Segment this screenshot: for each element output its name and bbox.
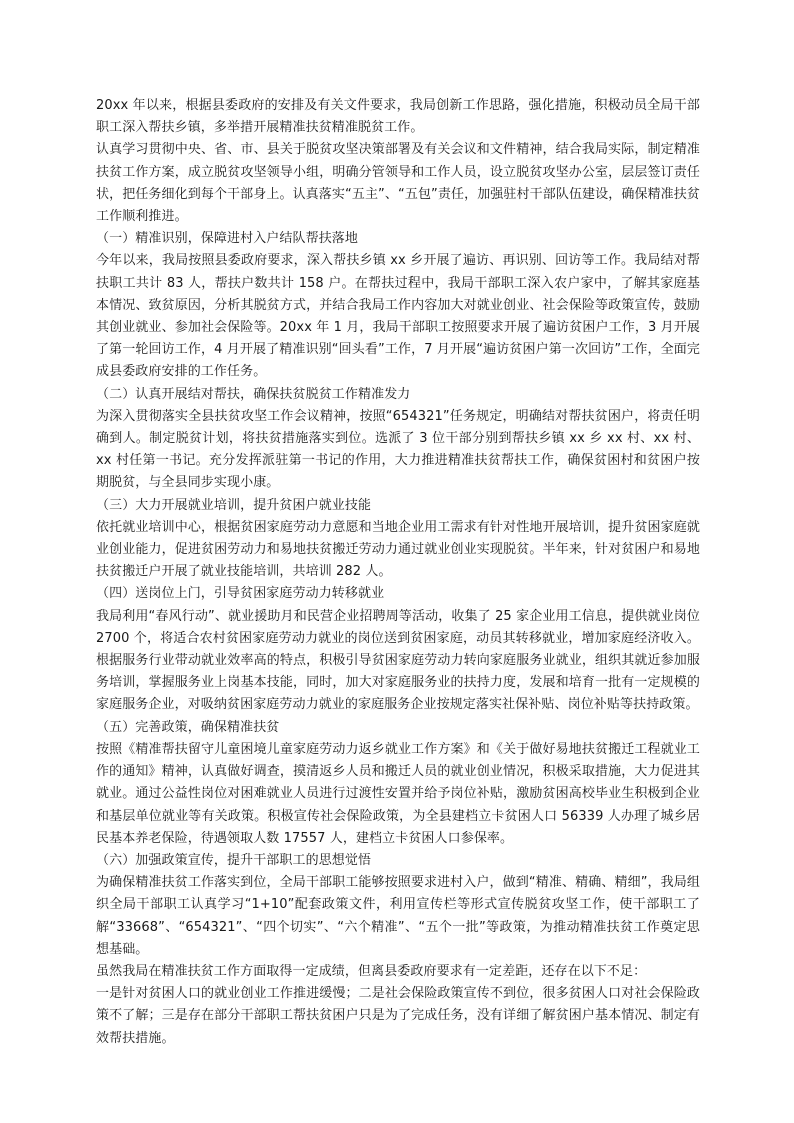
paragraph-section-6: 为确保精准扶贫工作落实到位，全局干部职工能够按照要求进村入户，做到“精准、精确、精细”，我局组织全局干部职工认真学习“1+10”配套政策文件，利用宣传栏等形式宣传脱贫攻坚工作，使干部职工了解“33668”、“654321”、“四个切实”、“六个精准”、“五个一批”等政策，为推动精准扶贫工作奠定思想基础。 — [96, 875, 700, 957]
paragraph-section-1: 今年以来，我局按照县委政府要求，深入帮扶乡镇 xx 乡开展了遍访、再识别、回访等工作。我局结对帮扶职工共计 83 人，帮扶户数共计 158 户。在帮扶过程中，我局干部职工深入农户家中，了解其家庭基本情况、致贫原因，分析其脱贫方式，并结合我局工作内容加大对就业创业、社会保险等政策宣传，鼓励其创业就业、参加社会保险等。20xx 年 1 月，我局干部职工按照要求开展了遍访贫困户工作，3 月开展了第一轮回访工作，4 月开展了精准识别“回头看”工作，7 月开展“遍访贫困户第一次回访”工作，全面完成县委政府安排的工作任务。 — [96, 253, 700, 380]
section-heading-6: （六）加强政策宣传，提升干部职工的思想觉悟 — [96, 852, 372, 868]
section-heading-4: （四）送岗位上门，引导贫困家庭劳动力转移就业 — [96, 586, 385, 602]
section-heading-2: （二）认真开展结对帮扶，确保扶贫脱贫工作精准发力 — [96, 386, 411, 402]
paragraph-section-5: 按照《精准帮扶留守儿童困境儿童家庭劳动力返乡就业工作方案》和《关于做好易地扶贫搬迁工程就业工作的通知》精神，认真做好调查，摸清返乡人员和搬迁人员的就业创业情况，积极采取措施，大力促进其就业。通过公益性岗位对困难就业人员进行过渡性安置并给予岗位补贴，激励贫困高校毕业生积极到企业和基层单位就业等有关政策。积极宣传社会保险政策，为全县建档立卡贫困人口 56339 人办理了城乡居民基本养老保险，待遇领取人数 17557 人，建档立卡贫困人口参保率。 — [96, 741, 700, 846]
document-body — [96, 95, 700, 1050]
paragraph-section-2: 为深入贯彻落实全县扶贫攻坚工作会议精神，按照“654321”任务规定，明确结对帮扶贫困户，将责任明确到人。制定脱贫计划，将扶贫措施落实到位。选派了 3 位干部分别到帮扶乡镇 xx 乡 xx 村、xx 村、xx 村任第一书记。充分发挥派驻第一书记的作用，大力推进精准扶贫帮扶工作，确保贫困村和贫困户按期脱贫，与全县同步实现小康。 — [96, 408, 700, 491]
paragraph-intro: 20xx 年以来，根据县委政府的安排及有关文件要求，我局创新工作思路，强化措施，积极动员全局干部职工深入帮扶乡镇，多举措开展精准扶贫精准脱贫工作。 — [96, 98, 700, 136]
paragraph-section-3: 依托就业培训中心，根据贫困家庭劳动力意愿和当地企业用工需求有针对性地开展培训，提升贫困家庭就业创业能力，促进贫困劳动力和易地扶贫搬迁劳动力通过就业创业实现脱贫。半年来，针对贫困户和易地扶贫搬迁户开展了就业技能培训，共培训 282 人。 — [96, 519, 700, 580]
paragraph-shortcomings-intro: 虽然我局在精准扶贫工作方面取得一定成绩，但离县委政府要求有一定差距，还存在以下不足： — [96, 963, 647, 979]
paragraph-section-4: 我局利用“春风行动”、就业援助月和民营企业招聘周等活动，收集了 25 家企业用工信息，提供就业岗位 2700 个，将适合农村贫困家庭劳动力就业的岗位送到贫困家庭，动员其转移就业，增加家庭经济收入。根据服务行业带动就业效率高的特点，积极引导贫困家庭劳动力转向家庭服务业就业，组织其就近参加服务培训，掌握服务业上岗基本技能，同时，加大对家庭服务业的扶持力度，发展和培育一批有一定规模的家庭服务企业，对吸纳贫困家庭劳动力就业的家庭服务企业按规定落实社保补贴、岗位补贴等扶持政策。 — [96, 608, 700, 713]
paragraph-study: 认真学习贯彻中央、省、市、县关于脱贫攻坚决策部署及有关会议和文件精神，结合我局实际，制定精准扶贫工作方案，成立脱贫攻坚领导小组，明确分管领导和工作人员，设立脱贫攻坚办公室，层层签订责任状，把任务细化到每个干部身上。认真落实“五主”、“五包”责任，加强驻村干部队伍建设，确保精准扶贫工作顺利推进。 — [96, 142, 700, 225]
paragraph-shortcomings: 一是针对贫困人口的就业创业工作推进缓慢；二是社会保险政策宣传不到位，很多贫困人口对社会保险政策不了解；三是存在部分干部职工帮扶贫困户只是为了完成任务，没有详细了解贫困户基本情况、制定有效帮扶措施。 — [96, 986, 700, 1046]
section-heading-5: （五）完善政策，确保精准扶贫 — [96, 719, 280, 735]
section-heading-1: （一）精准识别，保障进村入户结队帮扶落地 — [96, 231, 359, 247]
section-heading-3: （三）大力开展就业培训，提升贫困户就业技能 — [96, 497, 372, 513]
